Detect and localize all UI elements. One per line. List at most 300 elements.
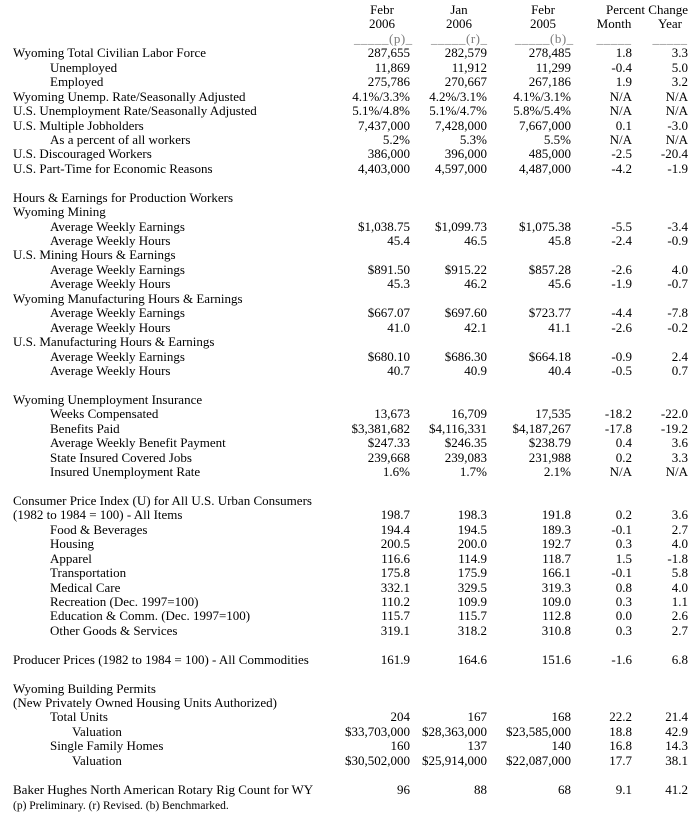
value-percent-change-year: 42.9 [665,723,688,739]
value-percent-change-year: -20.4 [660,146,688,162]
value-percent-change-month: 9.1 [615,781,632,797]
value-feb-2006: 194.4 [380,521,410,537]
value-percent-change-month: 17.7 [609,752,632,768]
col3-rule: _____(b)_ [515,30,574,46]
value-jan-2006: 198.3 [457,507,487,523]
value-feb-2006: $680.10 [367,348,410,364]
row-label: Average Weekly Earnings [50,261,185,277]
value-feb-2005: 310.8 [541,622,571,638]
table-row [0,277,698,291]
table-row [0,754,698,768]
value-jan-2006: $246.35 [444,435,487,451]
table-row [0,710,698,724]
value-feb-2005: $1,075.38 [519,218,571,234]
value-percent-change-year: 2.7 [671,521,688,537]
header-col3-month: Febr [531,2,555,17]
header-col-feb-2006 [313,3,410,17]
section-row [0,696,698,710]
value-percent-change-month: -5.5 [611,218,632,234]
value-jan-2006: $686.30 [444,348,487,364]
value-percent-change-month: -0.5 [611,362,632,378]
value-percent-change-year: 5.8 [671,565,688,581]
value-jan-2006: 194.5 [457,521,487,537]
value-percent-change-month: N/A [609,131,632,147]
value-percent-change-year: -0.7 [667,276,688,292]
value-feb-2006: 45.4 [387,233,410,248]
blank-row [0,378,698,392]
value-feb-2006: 11,869 [374,59,410,75]
row-label: U.S. Unemployment Rate/Seasonally Adjusted [13,103,257,119]
table-row [0,537,698,551]
table-row [0,75,698,89]
value-percent-change-year: 3.3 [671,449,688,465]
row-label: U.S. Part-Time for Economic Reasons [13,160,213,176]
value-percent-change-month: -0.1 [611,565,632,581]
value-feb-2006: 239,668 [367,449,410,465]
row-label: Average Weekly Benefit Payment [50,435,226,451]
value-percent-change-month: -2.5 [611,146,632,162]
value-percent-change-year: 0.7 [671,362,688,378]
value-feb-2005: 267,186 [528,74,571,90]
value-feb-2006: 1.6% [382,464,410,479]
value-percent-change-year: -1.9 [667,160,688,176]
value-percent-change-month: 0.0 [615,608,632,624]
value-feb-2006: 116.6 [381,550,410,566]
table-row [0,220,698,234]
value-percent-change-year: -3.0 [667,117,688,133]
value-feb-2005: 7,667,000 [519,117,571,133]
value-percent-change-month: 0.2 [615,507,632,523]
value-percent-change-year: -0.9 [667,233,688,248]
value-feb-2005: 109.0 [541,593,571,609]
row-label: Food & Beverages [50,521,148,537]
value-jan-2006: 109.9 [457,593,487,609]
table-row [0,581,698,595]
value-jan-2006: 200.0 [457,536,487,552]
value-jan-2006: 270,667 [444,74,487,90]
header-col2-year-cell [410,17,487,31]
value-percent-change-year: 14.3 [665,738,688,754]
value-jan-2006: 88 [474,781,487,797]
value-feb-2005: 2.1% [543,464,571,479]
value-jan-2006: 4.2%/3.1% [429,88,487,104]
value-percent-change-month: -2.4 [611,233,632,248]
value-feb-2005: 166.1 [541,565,571,581]
row-label: Apparel [50,550,92,566]
value-feb-2005: $4,187,267 [512,420,571,436]
value-percent-change-month: -4.4 [611,305,632,321]
value-feb-2006: 332.1 [380,579,410,595]
value-jan-2006: $28,363,000 [422,723,487,739]
value-feb-2005: 4.1%/3.1% [513,88,571,104]
row-label: Recreation (Dec. 1997=100) [50,593,199,609]
value-percent-change-month: 1.8 [615,45,632,61]
value-jan-2006: 42.1 [464,319,487,335]
row-label: Average Weekly Hours [50,362,171,378]
value-jan-2006: 175.9 [457,565,487,581]
value-percent-change-year: N/A [665,88,688,104]
value-jan-2006: 396,000 [444,146,487,162]
row-label: Average Weekly Earnings [50,218,185,234]
value-jan-2006: 164.6 [457,651,487,667]
value-feb-2006: 175.8 [380,565,410,581]
row-label: Housing [50,536,95,552]
footnote: (p) Preliminary. (r) Revised. (b) Benchmarked. [13,800,229,813]
value-feb-2005: 5.8%/5.4% [513,103,571,119]
table-row [0,61,698,75]
value-feb-2005: 45.8 [548,233,571,248]
value-percent-change-year: 2.4 [671,348,688,364]
value-percent-change-year: -0.2 [667,319,688,335]
table-row [0,263,698,277]
header-col1-rule-cell [313,30,413,46]
row-label: Wyoming Unemp. Rate/Seasonally Adjusted [13,88,246,104]
value-feb-2005: 40.4 [548,362,571,378]
row-label: Insured Unemployment Rate [50,464,201,479]
header-col3-rule-cell [487,30,574,46]
section-row [0,494,698,508]
section-row [0,191,698,205]
table-row [0,133,698,147]
value-percent-change-year: 3.2 [671,74,688,90]
value-percent-change-year: 3.6 [671,507,688,523]
value-percent-change-month: 1.5 [615,550,632,566]
value-jan-2006: $4,116,331 [428,420,487,436]
value-percent-change-month: 0.4 [615,435,632,451]
blank-row [0,667,698,681]
value-feb-2006: $247.33 [367,435,410,451]
value-percent-change-month: N/A [609,88,632,104]
row-label: (1982 to 1984 = 100) - All Items [13,507,183,523]
row-label: Hours & Earnings for Production Workers [13,189,234,205]
value-feb-2005: 319.3 [541,579,571,595]
section-row [0,205,698,219]
row-label: Valuation [72,752,122,768]
header-row-years [0,17,698,31]
value-percent-change-month: 0.3 [615,622,632,638]
value-feb-2006: 200.5 [380,536,410,552]
value-feb-2006: 4.1%/3.3% [352,88,410,104]
value-feb-2006: 275,786 [367,74,410,90]
value-feb-2006: $891.50 [367,261,410,277]
row-label: State Insured Covered Jobs [50,449,192,465]
blank-row [0,176,698,190]
value-feb-2005: 112.8 [542,608,571,624]
header-month-rule-cell [571,32,632,46]
value-jan-2006: 329.5 [457,579,487,595]
col2-rule: _____(r)_ [431,30,488,46]
row-label: Consumer Price Index (U) for All U.S. Urban Consumers [13,492,312,508]
header-col2-rule-cell [410,32,487,46]
table-row [0,595,698,609]
value-percent-change-year: 2.7 [671,622,688,638]
header-year-cell [632,17,688,31]
value-feb-2006: $30,502,000 [345,752,410,768]
row-label: Wyoming Mining [13,204,106,220]
value-feb-2006: 5.1%/4.8% [352,103,410,119]
row-label: Wyoming Manufacturing Hours & Earnings [13,290,243,306]
value-feb-2005: $22,087,000 [506,752,571,768]
header-row-rules [0,32,698,46]
table-row [0,407,698,421]
table-row [0,739,698,753]
value-feb-2006: 5.2% [382,131,410,147]
value-percent-change-month: 0.3 [615,536,632,552]
value-percent-change-year: -7.8 [667,305,688,321]
value-jan-2006: 7,428,000 [435,117,487,133]
row-label: Medical Care [50,579,121,595]
value-feb-2006: $33,703,000 [345,723,410,739]
table-row [0,350,698,364]
year-rule: _____ [652,30,688,46]
row-label: Weeks Compensated [50,406,159,422]
value-feb-2006: 4,403,000 [358,160,410,176]
value-feb-2006: 110.2 [381,593,410,609]
table-row [0,465,698,479]
value-feb-2006: 386,000 [367,146,410,162]
blank-row [0,638,698,652]
row-label: As a percent of all workers [50,131,191,147]
header-col-jan-2006 [410,3,487,17]
value-percent-change-month: -0.4 [611,59,632,75]
value-feb-2005: 45.6 [548,276,571,292]
value-jan-2006: 40.9 [464,362,487,378]
value-percent-change-year: 5.0 [671,59,688,75]
value-jan-2006: 239,083 [444,449,487,465]
value-percent-change-year: 3.6 [671,435,688,451]
row-label: Benefits Paid [50,420,120,436]
section-row [0,292,698,306]
value-feb-2005: $664.18 [528,348,571,364]
header-col3-year-cell [487,17,571,31]
row-label: Transportation [50,565,127,581]
value-feb-2005: 118.7 [542,550,571,566]
value-feb-2005: $857.28 [528,261,571,277]
value-percent-change-year: 4.0 [671,579,688,595]
value-percent-change-month: -17.8 [604,420,632,436]
value-feb-2005: 485,000 [528,146,571,162]
value-feb-2006: 319.1 [380,622,410,638]
header-year-rule-cell [632,32,688,46]
blank-row [0,479,698,493]
header-col3-year: 2005 [530,16,556,32]
table-row [0,364,698,378]
table-row [0,653,698,667]
value-feb-2006: $1,038.75 [358,218,410,234]
row-label: Average Weekly Hours [50,233,171,248]
value-feb-2005: 140 [551,738,571,754]
section-row [0,682,698,696]
value-jan-2006: 1.7% [459,464,487,479]
value-percent-change-year: -22.0 [660,406,688,422]
header-col2-month: Jan [450,2,468,17]
col1-rule: _____(p)_ [354,30,413,46]
value-feb-2005: $723.77 [528,305,571,321]
value-feb-2005: 278,485 [528,45,571,61]
table-row [0,234,698,248]
header-year-label: Year [658,16,682,32]
value-percent-change-month: -0.9 [611,348,632,364]
table-row [0,725,698,739]
header-col1-year: 2006 [369,16,395,32]
table-body [0,46,698,797]
value-jan-2006: 137 [467,738,487,754]
value-jan-2006: 318.2 [457,622,487,638]
value-percent-change-month: -1.9 [611,276,632,292]
row-label: (New Privately Owned Housing Units Authorized) [13,695,277,710]
row-label: Single Family Homes [50,738,164,754]
table-row [0,422,698,436]
table-row [0,508,698,522]
header-col1-year-cell [313,17,410,31]
value-percent-change-year: 1.1 [671,593,688,609]
value-percent-change-month: 0.8 [615,579,632,595]
header-col1-month: Febr [370,2,394,17]
value-percent-change-year: -3.4 [667,218,688,234]
row-label: Wyoming Unemployment Insurance [13,391,203,407]
value-percent-change-year: N/A [665,103,688,119]
value-percent-change-month: 1.9 [615,74,632,90]
header-month-label: Month [596,16,632,32]
value-feb-2006: $667.07 [367,305,410,321]
table-row [0,119,698,133]
header-row-months [0,3,698,17]
row-label: Unemployed [50,59,118,75]
row-label: Total Units [50,709,108,725]
table-row [0,321,698,335]
value-feb-2006: 204 [390,709,410,725]
value-jan-2006: 115.7 [458,608,487,624]
value-jan-2006: $915.22 [444,261,487,277]
value-feb-2005: 168 [551,709,571,725]
value-jan-2006: 11,912 [451,59,487,75]
value-jan-2006: $25,914,000 [422,752,487,768]
value-feb-2005: 192.7 [541,536,571,552]
value-percent-change-month: 0.3 [615,593,632,609]
value-feb-2005: $23,585,000 [506,723,571,739]
month-rule: _____ [596,30,632,46]
value-feb-2005: 231,988 [528,449,571,465]
row-label: Wyoming Total Civilian Labor Force [13,45,207,61]
table-row [0,306,698,320]
table-row [0,566,698,580]
value-percent-change-month: -4.2 [611,160,632,176]
value-feb-2005: 41.1 [548,319,571,335]
value-percent-change-year: -19.2 [660,420,688,436]
header-percent-change: Percent Change [606,2,688,17]
value-percent-change-year: 3.3 [671,45,688,61]
value-percent-change-month: 0.1 [615,117,632,133]
value-percent-change-month: 0.2 [615,449,632,465]
value-feb-2005: 4,487,000 [519,160,571,176]
row-label: U.S. Discouraged Workers [13,146,152,162]
row-label: Baker Hughes North American Rotary Rig Count for WY [13,781,314,797]
value-jan-2006: 46.5 [464,233,487,248]
row-label: U.S. Mining Hours & Earnings [13,247,176,263]
value-percent-change-month: -2.6 [611,261,632,277]
value-feb-2006: 7,437,000 [358,117,410,133]
section-row [0,393,698,407]
value-feb-2006: 287,655 [367,45,410,61]
header-col2-year: 2006 [446,16,472,32]
value-jan-2006: $1,099.73 [435,218,487,234]
value-percent-change-month: -18.2 [604,406,632,422]
value-feb-2006: 96 [397,781,410,797]
value-feb-2006: $3,381,682 [351,420,410,436]
value-feb-2006: 45.3 [387,276,410,292]
value-percent-change-month: N/A [609,464,632,479]
row-label: Wyoming Building Permits [13,680,156,696]
value-jan-2006: 167 [467,709,487,725]
value-percent-change-year: 38.1 [665,752,688,768]
value-percent-change-month: -0.1 [611,521,632,537]
table-row [0,46,698,60]
table-row [0,609,698,623]
value-percent-change-year: N/A [665,131,688,147]
value-percent-change-month: 22.2 [609,709,632,725]
table-row [0,523,698,537]
value-feb-2006: 161.9 [380,651,410,667]
header-month-cell [571,17,632,31]
value-feb-2005: 151.6 [541,651,571,667]
section-row [0,248,698,262]
value-feb-2005: 5.5% [543,131,571,147]
value-feb-2005: 11,299 [535,59,571,75]
table-row [0,147,698,161]
value-feb-2005: 17,535 [535,406,571,422]
value-percent-change-year: 2.6 [671,608,688,624]
blank-row [0,768,698,782]
value-percent-change-year: N/A [665,464,688,479]
value-percent-change-year: 4.0 [671,536,688,552]
section-row [0,335,698,349]
value-percent-change-year: 41.2 [665,781,688,797]
row-label: Other Goods & Services [50,622,178,638]
value-jan-2006: 5.3% [459,131,487,147]
row-label: Producer Prices (1982 to 1984 = 100) - All Commodities [13,651,309,667]
value-jan-2006: 4,597,000 [435,160,487,176]
row-label: U.S. Manufacturing Hours & Earnings [13,334,215,350]
value-jan-2006: 282,579 [444,45,487,61]
value-feb-2005: 189.3 [541,521,571,537]
table-row [0,783,698,797]
table-row [0,436,698,450]
value-jan-2006: 46.2 [464,276,487,292]
row-label: Average Weekly Earnings [50,348,185,364]
value-feb-2006: 198.7 [380,507,410,523]
value-feb-2006: 40.7 [387,362,410,378]
value-feb-2005: 191.8 [541,507,571,523]
value-percent-change-month: -2.6 [611,319,632,335]
value-percent-change-month: 18.8 [609,723,632,739]
value-jan-2006: 114.9 [458,550,487,566]
row-label: Average Weekly Hours [50,276,171,292]
value-feb-2006: 13,673 [374,406,410,422]
row-label: Education & Comm. (Dec. 1997=100) [50,608,251,624]
row-label: Average Weekly Hours [50,319,171,335]
row-label: U.S. Multiple Jobholders [13,117,144,133]
table-row [0,624,698,638]
value-percent-change-year: 6.8 [671,651,688,667]
value-percent-change-year: 4.0 [671,261,688,277]
value-jan-2006: 16,709 [451,406,487,422]
table-row [0,451,698,465]
row-label: Average Weekly Earnings [50,305,185,321]
row-label: Employed [50,74,104,90]
value-percent-change-year: 21.4 [665,709,688,725]
row-label: Valuation [72,723,122,739]
value-jan-2006: $697.60 [444,305,487,321]
